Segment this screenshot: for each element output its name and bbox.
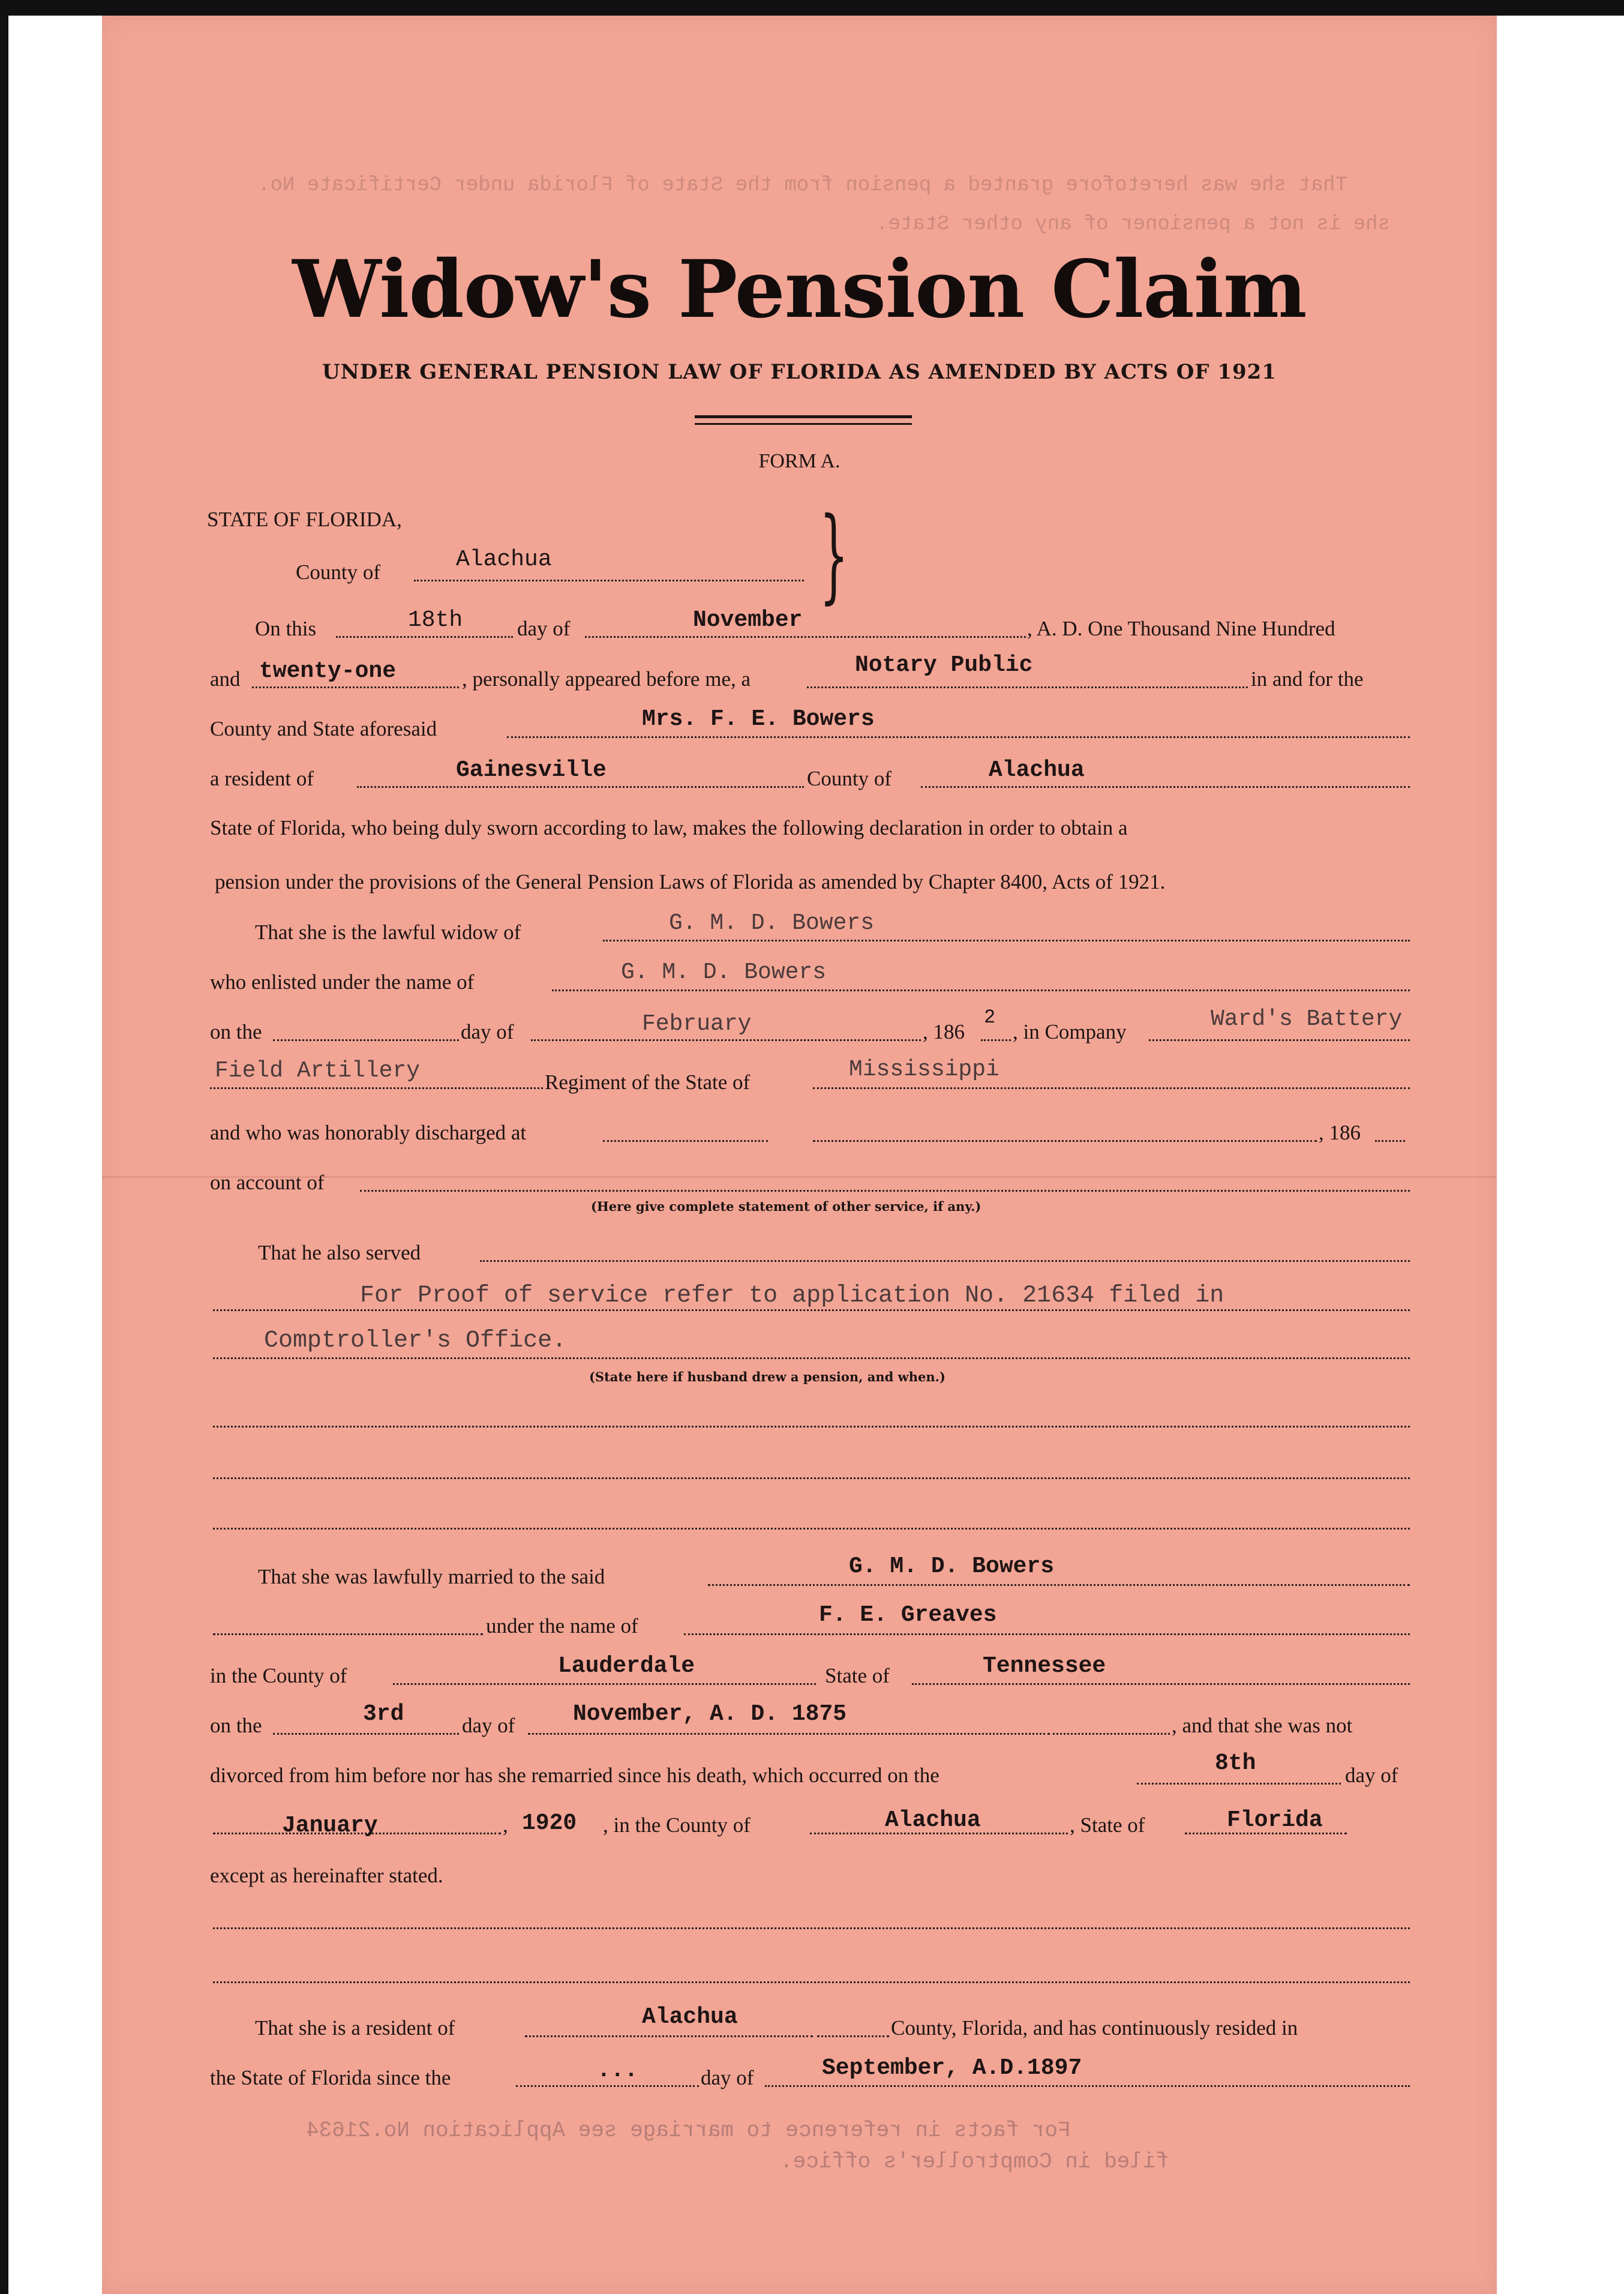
enlist-on-the: on the — [210, 1020, 262, 1043]
discharged-year-prefix: , 186 — [1319, 1121, 1361, 1144]
death-state-label: , State of — [1070, 1813, 1145, 1837]
residence-county-field[interactable]: Alachua — [642, 2004, 738, 2030]
regiment-state-line — [813, 1087, 1410, 1089]
maiden-name-label: under the name of — [486, 1614, 638, 1638]
blank-line — [213, 1477, 1410, 1479]
regiment-line — [210, 1087, 543, 1089]
venue-county-field[interactable]: Alachua — [456, 547, 552, 572]
marriage-not-label: , and that she was not — [1172, 1714, 1353, 1737]
officer-line — [807, 686, 1248, 688]
enlist-day-of: day of — [461, 1020, 514, 1043]
death-year-field[interactable]: 1920 — [522, 1810, 577, 1836]
oath-and: and — [210, 667, 241, 691]
declaration-text: State of Florida, who being duly sworn according to law, makes the following declaration in order to obtain a — [210, 816, 1128, 839]
oath-on-this: On this — [255, 617, 317, 640]
discharged-place-line — [603, 1140, 768, 1142]
death-year-sep: , — [503, 1813, 508, 1837]
marriage-day-field[interactable]: 3rd — [363, 1701, 404, 1727]
enlist-year-digit-field[interactable]: 2 — [984, 1006, 996, 1028]
also-served-field[interactable]: For Proof of service refer to application No. 21634 filed in — [360, 1282, 1224, 1309]
since-date-line — [765, 2085, 1410, 2087]
pension-form-paper — [102, 16, 1497, 2294]
regiment-state-field[interactable]: Mississippi — [849, 1057, 999, 1082]
title-divider — [695, 423, 912, 425]
marriage-county-line — [393, 1683, 816, 1685]
oath-city-field[interactable]: Gainesville — [456, 757, 607, 783]
also-served-line — [213, 1309, 1410, 1311]
marriage-state-line — [912, 1683, 1410, 1685]
marriage-state-label: State of — [825, 1664, 890, 1687]
oath-month-field[interactable]: November — [693, 607, 803, 633]
enlisted-label: who enlisted under the name of — [210, 970, 475, 994]
married-to-field[interactable]: G. M. D. Bowers — [849, 1554, 1055, 1579]
marriage-blank-line — [213, 1633, 483, 1635]
oath-in-and-for: in and for the — [1251, 667, 1364, 691]
enlist-month-field[interactable]: February — [642, 1011, 752, 1037]
marriage-county-field[interactable]: Lauderdale — [558, 1653, 695, 1679]
death-day-field[interactable]: 8th — [1215, 1750, 1256, 1776]
marriage-county-label: in the County of — [210, 1664, 347, 1687]
divorce-text: divorced from him before nor has she remarried since his death, which occurred on the — [210, 1764, 939, 1787]
residence-county-line — [525, 2035, 813, 2037]
oath-day-of: day of — [517, 617, 571, 640]
oath-claimant-field[interactable]: Mrs. F. E. Bowers — [642, 706, 875, 732]
company-field[interactable]: Ward's Battery — [1211, 1006, 1403, 1032]
city-line — [357, 786, 804, 788]
marriage-extra-line — [1053, 1733, 1170, 1735]
oath-county-of-label: County of — [807, 767, 891, 790]
death-county-field[interactable]: Alachua — [885, 1807, 981, 1833]
account-label: on account of — [210, 1171, 325, 1194]
enlist-month-line — [531, 1039, 921, 1041]
marriage-on-the: on the — [210, 1714, 262, 1737]
residence-label: That she is a resident of — [255, 2016, 455, 2040]
pension-note: (State here if husband drew a pension, and when.) — [589, 1369, 945, 1384]
state-label: STATE OF FLORIDA, — [207, 508, 402, 531]
account-note: (Here give complete statement of other service, if any.) — [591, 1199, 981, 1214]
marriage-day-of: day of — [462, 1714, 515, 1737]
enlist-year-prefix: , 186 — [923, 1020, 965, 1043]
oath-day-field[interactable]: 18th — [408, 607, 463, 633]
also-served-line — [213, 1357, 1410, 1359]
marriage-date-line — [528, 1733, 1050, 1735]
company-line — [1149, 1039, 1410, 1041]
oath-appeared-text: , personally appeared before me, a — [462, 667, 751, 691]
since-label: the State of Florida since the — [210, 2066, 451, 2089]
blank-line — [213, 1927, 1410, 1929]
oath-resident-label: a resident of — [210, 767, 314, 790]
blank-line — [213, 1981, 1410, 1983]
husband-line — [603, 940, 1410, 941]
since-date-field[interactable]: September, A.D.1897 — [822, 2055, 1082, 2081]
scan-edge — [0, 0, 8, 2294]
oath-res-county-field[interactable]: Alachua — [989, 757, 1085, 783]
maiden-name-field[interactable]: F. E. Greaves — [819, 1602, 997, 1628]
death-day-of: day of — [1345, 1764, 1398, 1787]
enlisted-name-field[interactable]: G. M. D. Bowers — [621, 959, 827, 985]
blank-line — [213, 1528, 1410, 1530]
since-day-of: day of — [701, 2066, 754, 2089]
showthrough-line: filed in Comptroller's office. — [780, 2149, 1169, 2174]
enlist-day-line — [273, 1039, 459, 1041]
form-title: Widow's Pension Claim — [292, 243, 1307, 336]
marriage-day-line — [273, 1733, 459, 1735]
residence-county-text: County, Florida, and has continuously resided in — [891, 2016, 1298, 2040]
since-day-line — [516, 2085, 699, 2087]
death-month-field[interactable]: January — [282, 1813, 378, 1839]
oath-year-text: , A. D. One Thousand Nine Hundred — [1027, 617, 1335, 640]
showthrough-line: she is not a pensioner of any other State. — [876, 213, 1390, 236]
death-day-line — [1137, 1783, 1341, 1785]
claimant-line — [507, 736, 1410, 738]
day-line — [336, 636, 513, 638]
oath-year-field[interactable]: twenty-one — [259, 658, 397, 684]
regiment-label: Regiment of the State of — [545, 1070, 751, 1094]
residence-extra-line — [817, 2035, 889, 2037]
county-line — [414, 580, 804, 581]
month-line — [585, 636, 1026, 638]
account-line — [360, 1190, 1410, 1192]
venue-brace: } — [819, 496, 849, 614]
oath-officer-field[interactable]: Notary Public — [855, 652, 1033, 678]
year-line — [252, 686, 459, 688]
form-subtitle: UNDER GENERAL PENSION LAW OF FLORIDA AS AMENDED BY ACTS OF 1921 — [322, 360, 1277, 384]
title-divider — [695, 415, 912, 418]
also-served-field[interactable]: Comptroller's Office. — [264, 1327, 567, 1354]
showthrough-line: That she was heretofore granted a pension from the State of Florida under Certificate No. — [258, 174, 1347, 197]
county-label: County of — [296, 560, 380, 584]
death-county-label: , in the County of — [603, 1813, 751, 1837]
enlisted-line — [552, 989, 1410, 991]
widow-label: That she is the lawful widow of — [255, 920, 521, 944]
married-label: That she was lawfully married to the said — [258, 1565, 605, 1588]
discharged-year-line — [1375, 1140, 1405, 1142]
company-label: , in Company — [1013, 1020, 1127, 1043]
marriage-state-field[interactable]: Tennessee — [983, 1653, 1106, 1679]
since-day-field[interactable]: ... — [597, 2058, 638, 2083]
scan-edge-top — [0, 0, 1624, 16]
enlist-year-line — [981, 1039, 1011, 1041]
husband-name-field[interactable]: G. M. D. Bowers — [669, 910, 875, 936]
oath-county-state-label: County and State aforesaid — [210, 717, 437, 740]
showthrough-line: For facts in reference to marriage see Application No.21634 — [306, 2118, 1071, 2143]
also-served-label: That he also served — [258, 1241, 421, 1264]
res-county-line — [921, 786, 1410, 788]
discharged-label: and who was honorably discharged at — [210, 1121, 527, 1144]
declaration-text: pension under the provisions of the General Pension Laws of Florida as amended by Chapter 8400, Acts of 1921. — [215, 870, 1166, 893]
form-label: FORM A. — [758, 450, 840, 472]
death-state-field[interactable]: Florida — [1227, 1807, 1323, 1833]
maiden-line — [684, 1633, 1410, 1635]
also-served-line — [480, 1260, 1410, 1262]
married-to-line — [708, 1584, 1410, 1586]
blank-line — [213, 1426, 1410, 1428]
regiment-field[interactable]: Field Artillery — [215, 1058, 421, 1084]
discharged-date-line — [813, 1140, 1317, 1142]
marriage-date-field[interactable]: November, A. D. 1875 — [573, 1701, 847, 1727]
except-label: except as hereinafter stated. — [210, 1864, 443, 1887]
